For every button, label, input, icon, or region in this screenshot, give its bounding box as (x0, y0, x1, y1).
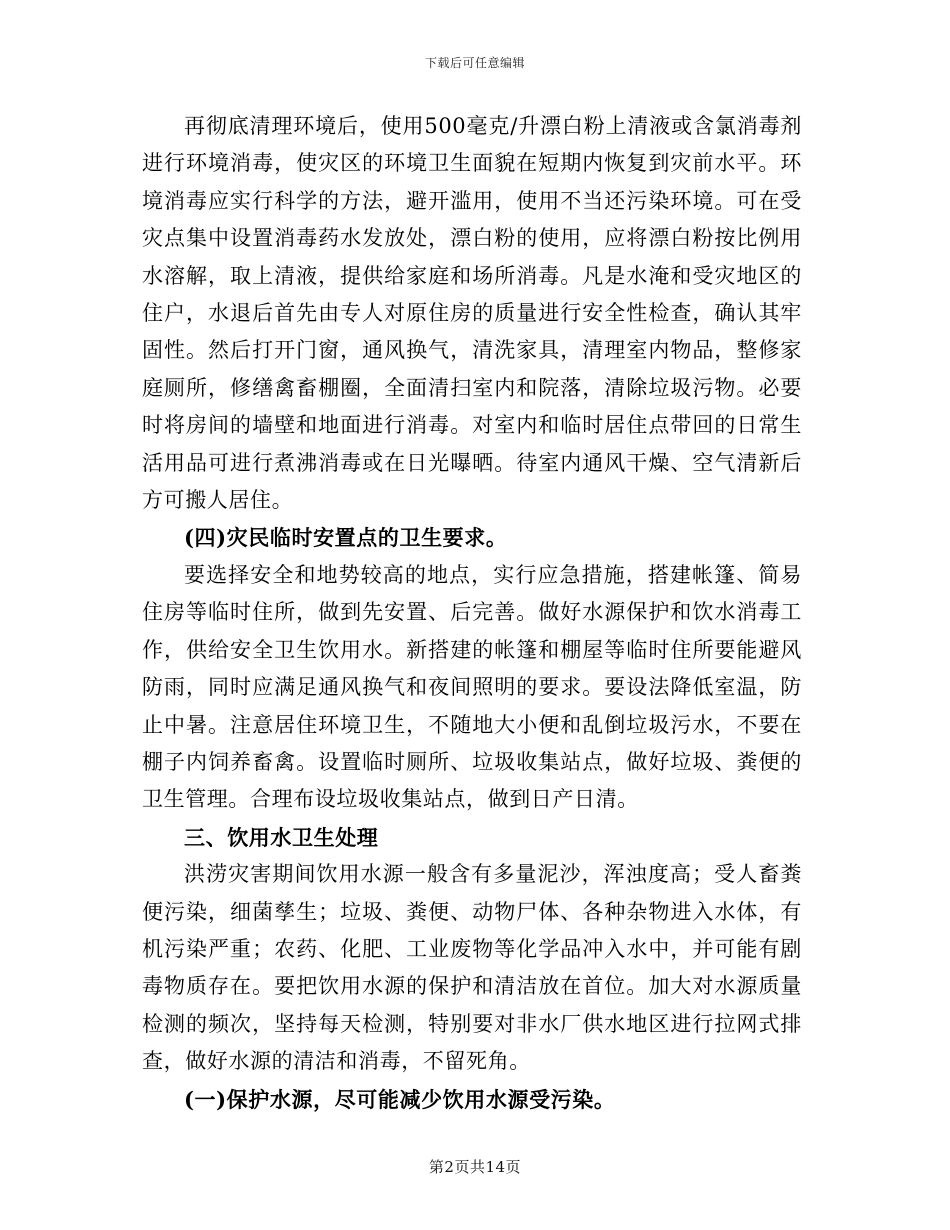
paragraph-environment-disinfection: 再彻底清理环境后，使用500毫克/升漂白粉上清液或含氯消毒剂进行环境消毒，使灾区的环境卫生面貌在短期内恢复到灾前水平。环境消毒应实行科学的方法，避开滥用，使用不当还污染环境。可在受灾点集中设置消毒药水发放处，漂白粉的使用，应将漂白粉按比例用水溶解，取上清液，提供给家庭和场所消毒。凡是水淹和受灾地区的住户，水退后首先由专人对原住房的质量进行安全性检查，确认其牢固性。然后打开门窗，通风换气，清洗家具，清理室内物品，整修家庭厕所，修缮禽畜棚圈，全面清扫室内和院落，清除垃圾污物。必要时将房间的墙壁和地面进行消毒。对室内和临时居住点带回的日常生活用品可进行煮沸消毒或在日光曝晒。待室内通风干燥、空气清新后方可搬人居住。 (142, 114, 802, 513)
page-header-note: 下载后可任意编辑 (424, 56, 525, 70)
heading-drinking-water: 三、饮用水卫生处理 (184, 824, 379, 850)
document-body (142, 108, 802, 1118)
heading-protect-water-source: (一)保护水源，尽可能减少饮用水源受污染。 (184, 1086, 616, 1112)
paragraph-shelter-requirements: 要选择安全和地势较高的地点，实行应急措施，搭建帐篷、简易住房等临时住所，做到先安置、后完善。做好水源保护和饮水消毒工作，供给安全卫生饮用水。新搭建的帐篷和棚屋等临时住所要能避风防雨，同时应满足通风换气和夜间照明的要求。要设法降低室温，防止中暑。注意居住环境卫生，不随地大小便和乱倒垃圾污水，不要在棚子内饲养畜禽。设置临时厕所、垃圾收集站点，做好垃圾、粪便的卫生管理。合理布设垃圾收集站点，做到日产日清。 (142, 562, 802, 812)
heading-temporary-shelter: (四)灾民临时安置点的卫生要求。 (184, 525, 508, 551)
page-number: 第2页共14页 (428, 1158, 522, 1176)
paragraph-drinking-water: 洪涝灾害期间饮用水源一般含有多量泥沙，浑浊度高；受人畜粪便污染，细菌孳生；垃圾、粪便、动物尸体、各种杂物进入水体，有机污染严重；农药、化肥、工业废物等化学品冲入水中，并可能有剧毒物质存在。要把饮用水源的保护和清洁放在首位。加大对水源质量检测的频次，坚持每天检测，特别要对非水厂供水地区进行拉网式排查，做好水源的清洁和消毒，不留死角。 (142, 862, 802, 1074)
